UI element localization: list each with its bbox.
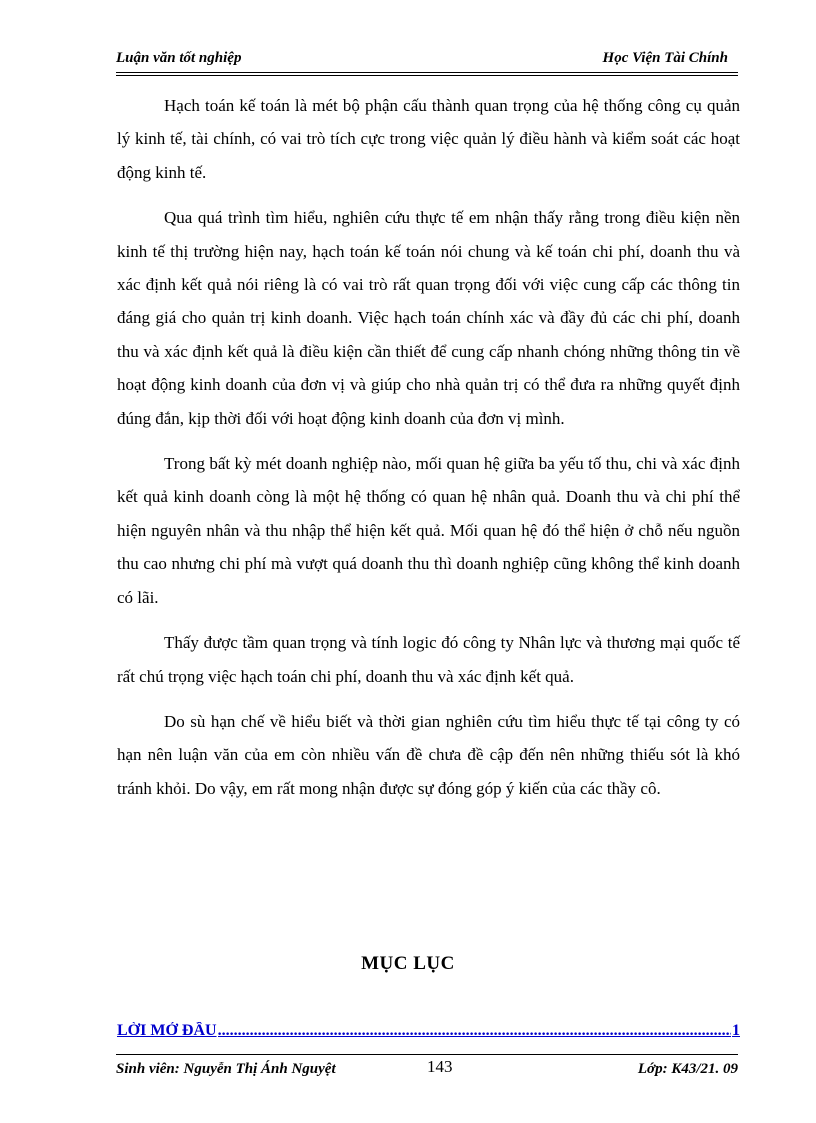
body-text [117,89,740,817]
toc-leader-dots [218,1022,731,1040]
body-paragraph: Do sù hạn chế về hiểu biết và thời gian nghiên cứu tìm hiểu thực tế tại công ty có hạn nên luận văn của em còn nhiều vấn đề chưa đề cập đến nên những thiếu sót là khó tránh khỏi. Do vậy, em rất mong nhận được sự đóng góp ý kiến của các thầy cô. [117,711,740,798]
header-thesis-label: Luận văn tốt nghiệp [116,50,242,66]
footer-class-label: Lớp: K43/21. 09 [637,1061,738,1077]
toc-entry-loi-mo-dau[interactable] [117,1022,740,1040]
footer-student-name: Sinh viên: Nguyễn Thị Ánh Nguyệt [116,1061,336,1077]
body-paragraph: Thấy được tầm quan trọng và tính logic đó công ty Nhân lực và thương mại quốc tế rất chú trọng việc hạch toán chi phí, doanh thu và xác định kết quả. [117,633,740,686]
toc-entry-page[interactable]: 1 [732,1022,740,1039]
toc-entry-label[interactable]: LỜI MỞ ĐẦU [117,1022,217,1039]
toc-title: MỤC LỤC [361,953,455,974]
body-paragraph: Hạch toán kế toán là mét bộ phận cấu thành quan trọng của hệ thống công cụ quản lý kinh tế, tài chính, có vai trò tích cực trong việc quản lý điều hành và kiểm soát các hoạt động kinh tế. [117,96,740,182]
body-paragraph: Qua quá trình tìm hiểu, nghiên cứu thực tế em nhận thấy rằng trong điều kiện nền kinh tế thị trường hiện nay, hạch toán kế toán nói chung và kế toán chi phí, doanh thu và xác định kết quả nói riêng là có vai trò rất quan trọng đối với việc cung cấp các thông tin đáng giá cho quản trị kinh doanh. Việc hạch toán chính xác và đầy đủ các chi phí, doanh thu và xác định kết quả là điều kiện cần thiết để cung cấp nhanh chóng những thông tin về hoạt động kinh doanh của đơn vị và giúp cho nhà quản trị có thể đưa ra những quyết định đúng đắn, kịp thời đối với hoạt động kinh doanh của đơn vị mình. [117,208,740,428]
page-header [116,46,738,76]
footer-page-number: 143 [427,1057,453,1076]
page-footer [116,1054,738,1081]
body-paragraph: Trong bất kỳ mét doanh nghiệp nào, mối quan hệ giữa ba yếu tố thu, chi và xác định kết quả kinh doanh còng là một hệ thống có quan hệ nhân quả. Doanh thu và chi phí thể hiện nguyên nhân và thu nhập thể hiện kết quả. Mối quan hệ đó thể hiện ở chỗ nếu nguồn thu cao nhưng chi phí mà vượt quá doanh thu thì doanh nghiệp cũng không thể kinh doanh có lãi. [117,454,740,607]
header-institution-label: Học Viện Tài Chính [602,50,728,66]
